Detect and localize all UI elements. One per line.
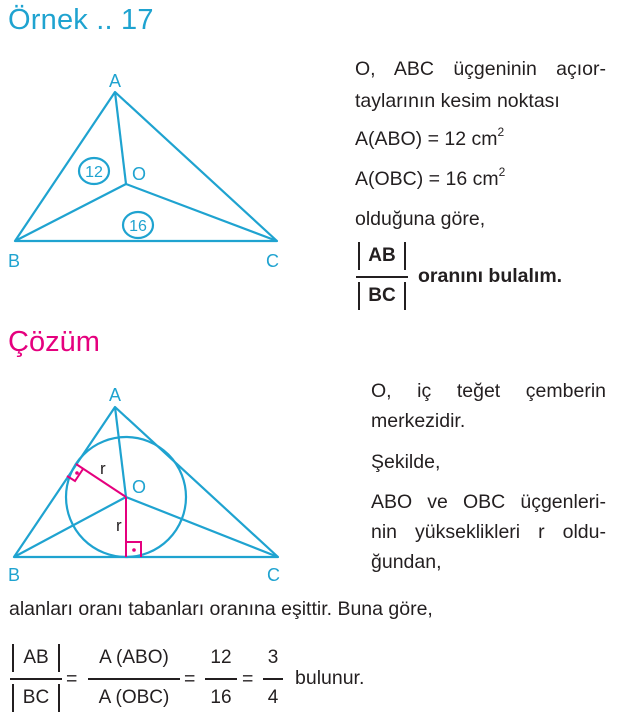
solution-line-1: O, iç teğet çemberin	[371, 380, 606, 402]
eq-fraction-ab-bc	[10, 642, 62, 716]
eq-fraction-12-16	[205, 642, 237, 716]
bisector-bo	[15, 184, 126, 241]
eq-f1-denominator: BC	[22, 687, 50, 708]
given-area-abo: A(ABO) = 12 $cm^2$	[355, 125, 505, 150]
eq-f2-denominator: A (OBC)	[98, 687, 170, 708]
eq-f2-numerator: A (ABO)	[99, 647, 169, 668]
solution-line-5: nin yükseklikleri r oldu-	[371, 521, 606, 543]
statement-ask: oranını bulalım.	[418, 265, 563, 287]
eq-f1-numerator: AB	[23, 647, 49, 668]
eq-result: bulunur.	[295, 667, 365, 689]
given-area-obc: A(OBC) = 16 $cm^2$	[355, 165, 506, 190]
solution-line-7: alanları oranı tabanları oranına eşittir. Buna göre,	[9, 598, 433, 620]
statement-line-2: taylarının kesim noktası	[355, 90, 560, 112]
area-value-12: 12	[85, 164, 103, 181]
right-angle-dot-bc	[132, 548, 136, 552]
statement-line-5: olduğuna göre,	[355, 208, 486, 230]
solution-line-4: ABO ve OBC üçgenleri-	[371, 491, 606, 513]
eq-fraction-areas	[88, 642, 180, 716]
label-a: A	[109, 71, 122, 91]
solution-label-c: C	[267, 565, 280, 585]
eq-f3-denominator: 16	[210, 687, 232, 708]
solution-label-o: O	[132, 477, 147, 497]
solution-line-3: Şekilde,	[371, 451, 441, 473]
solution-bisector-co	[126, 497, 278, 557]
bisector-ao	[115, 92, 126, 184]
example-title: Örnek .. 17	[8, 4, 154, 36]
solution-title: Çözüm	[8, 326, 100, 358]
ratio-numerator: AB	[368, 245, 396, 266]
eq-fraction-3-4	[263, 642, 283, 716]
label-radius-1: r	[100, 459, 106, 478]
example-triangle-figure	[0, 60, 320, 275]
solution-label-a: A	[109, 385, 122, 405]
label-b: B	[8, 251, 21, 271]
ratio-fraction	[356, 240, 408, 314]
label-c: C	[266, 251, 279, 271]
label-radius-2: r	[116, 516, 122, 535]
area-value-16: 16	[129, 218, 147, 235]
solution-incircle-figure	[0, 375, 320, 590]
label-o: O	[132, 164, 147, 184]
solution-bisector-ao	[115, 407, 126, 497]
solution-bisector-bo	[14, 497, 126, 557]
eq-f4-denominator: 4	[267, 687, 279, 708]
ratio-denominator: BC	[368, 285, 396, 306]
eq-f4-numerator: 3	[267, 647, 279, 668]
eq-sign-3: =	[242, 668, 254, 690]
solution-label-b: B	[8, 565, 21, 585]
eq-sign-1: =	[66, 668, 78, 690]
eq-f3-numerator: 12	[210, 647, 232, 668]
bisector-co	[126, 184, 277, 241]
solution-line-2: merkezidir.	[371, 410, 466, 432]
eq-sign-2: =	[184, 668, 196, 690]
right-angle-dot-ab	[75, 471, 79, 475]
statement-line-1: O, ABC üçgeninin açıor-	[355, 58, 606, 80]
solution-line-6: ğundan,	[371, 551, 442, 573]
